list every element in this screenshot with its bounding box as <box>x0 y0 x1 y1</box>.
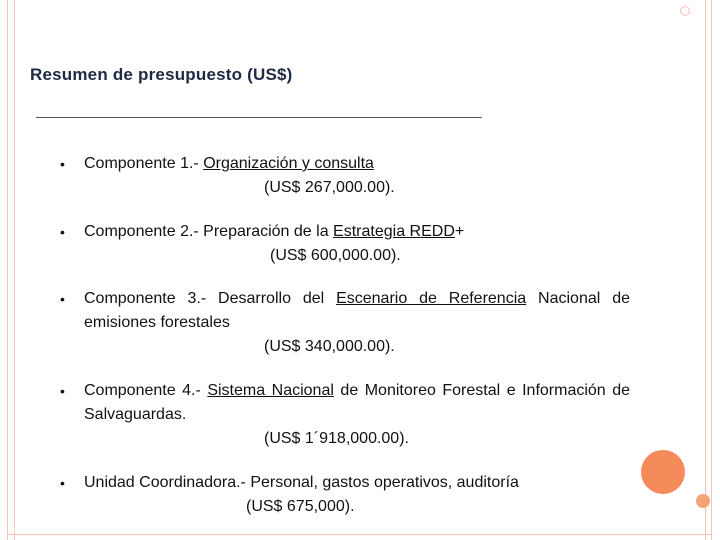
item-suffix: + <box>454 223 465 240</box>
left-frame-rule <box>14 0 15 540</box>
item-prefix: Unidad Coordinadora.- Personal, gastos operativos, auditoría <box>84 474 519 491</box>
item-amount: (US$ 1´918,000.00). <box>264 430 409 447</box>
bullet-icon: • <box>60 291 65 307</box>
decorative-circle-top <box>680 6 690 16</box>
right-frame-rule <box>705 0 706 540</box>
item-amount: (US$ 600,000.00). <box>270 247 401 264</box>
page-title: Resumen de presupuesto (US$) <box>30 65 293 84</box>
item-prefix: Componente 3.- Desarrollo del <box>84 290 337 307</box>
bullet-icon: • <box>60 475 65 491</box>
item-amount: (US$ 340,000.00). <box>264 338 395 355</box>
bullet-icon: • <box>60 156 65 172</box>
decorative-circle-large <box>641 450 685 494</box>
bottom-frame-rule <box>7 534 712 535</box>
item-underlined: Escenario de Referencia <box>336 290 527 307</box>
item-amount: (US$ 675,000). <box>246 498 355 515</box>
title-underline <box>36 117 482 118</box>
item-suffix: de Monitoreo Forestal e Información de Salvaguardas. <box>84 382 631 423</box>
bullet-icon: • <box>60 224 65 240</box>
item-underlined: Estrategia REDD <box>333 223 455 240</box>
item-underlined: Organización y consulta <box>203 155 374 172</box>
list-item-component-4 <box>60 379 630 451</box>
bullet-icon: • <box>60 383 65 399</box>
item-suffix: Nacional de emisiones forestales <box>84 290 630 331</box>
item-prefix: Componente 1.- <box>84 155 204 172</box>
item-prefix: Componente 2.- Preparación de la <box>84 223 334 240</box>
decorative-circle-small <box>696 494 710 508</box>
list-item-component-2 <box>60 220 630 268</box>
item-underlined: Sistema Nacional <box>207 382 334 399</box>
list-item-component-1 <box>60 152 630 200</box>
list-item-coordinating-unit <box>60 471 630 519</box>
list-item-component-3 <box>60 287 630 359</box>
item-amount: (US$ 267,000.00). <box>264 179 395 196</box>
item-prefix: Componente 4.- <box>84 382 208 399</box>
